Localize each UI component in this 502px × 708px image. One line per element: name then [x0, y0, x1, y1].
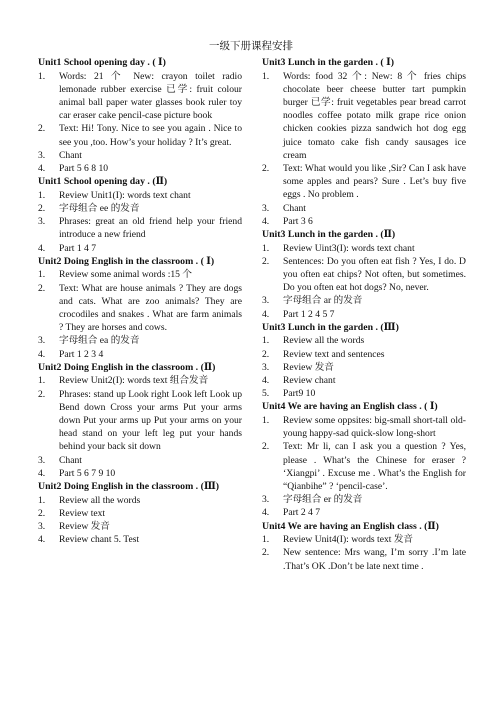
item-text: Review 发音	[283, 361, 334, 373]
item-text: 字母组合 ea 的发音	[59, 335, 140, 347]
list-item	[262, 361, 466, 374]
item-text: Review Unit2(I): words text 组合发音	[59, 375, 209, 387]
item-number: 1.	[38, 70, 46, 82]
item-number: 2.	[38, 282, 46, 294]
unit-heading: Unit4 We are having an English class . (Ⅱ)	[262, 520, 439, 532]
list-item	[38, 149, 242, 162]
item-text: Chant	[283, 202, 306, 214]
item-text: Review 发音	[59, 521, 110, 533]
item-text: Phrases: great an old friend help your friend introduce a new friend	[59, 216, 242, 241]
list-item	[262, 493, 466, 506]
item-number: 1.	[262, 242, 270, 254]
item-number: 2.	[38, 388, 46, 400]
unit-heading: Unit4 We are having an English class . ( Ⅰ)	[262, 401, 438, 413]
list-item	[262, 215, 466, 228]
item-number: 1.	[262, 335, 270, 347]
unit-section	[38, 175, 242, 255]
unit-heading: Unit3 Lunch in the garden . (Ⅱ)	[262, 229, 396, 241]
item-number: 3.	[38, 149, 46, 161]
item-number: 4.	[38, 467, 46, 479]
item-text: Part 3 6	[283, 215, 313, 227]
item-text: 字母组合 ee 的发音	[59, 203, 140, 215]
item-number: 2.	[262, 163, 270, 175]
unit-section	[262, 56, 466, 228]
list-item	[38, 533, 242, 546]
item-text: Review some animal words :15 个	[59, 269, 192, 281]
item-number: 4.	[38, 242, 46, 254]
item-text: Review text and sentences	[283, 348, 385, 360]
item-text: Words: 21 个 New: crayon toilet radio lemonade rubber exercise 已学: fruit colour animal ball paper water glasses book ruler toy car eraser cake pencil-case picture book	[59, 70, 242, 122]
item-number: 2.	[262, 441, 270, 453]
list-item	[262, 162, 466, 202]
item-number: 2.	[38, 123, 46, 135]
item-number: 2.	[262, 348, 270, 360]
list-item	[38, 334, 242, 347]
list-item	[38, 242, 242, 255]
item-number: 5.	[262, 388, 270, 400]
item-text: Words: food 32 个: New: 8 个 fries chips chocolate beer cheese butter tart pumpkin burger 已学: fruit vegetables pear bread carrot noodles coffee potato milk grape rice onion chicken cookies pizza sandwich hot dog egg juice tomato cake fish candy sausages ice cream	[283, 70, 466, 161]
item-number: 1.	[38, 375, 46, 387]
list-item	[38, 454, 242, 467]
list-item	[262, 506, 466, 519]
list-item	[38, 348, 242, 361]
item-text: Review all the words	[283, 335, 365, 347]
item-number: 3.	[38, 454, 46, 466]
unit-section	[262, 520, 466, 573]
item-number: 3.	[262, 202, 270, 214]
item-number: 4.	[38, 348, 46, 360]
item-text: Chant	[59, 149, 82, 161]
left-column	[38, 56, 242, 546]
item-number: 2.	[38, 507, 46, 519]
item-text: Text: What would you like ,Sir? Can I ask have some apples and pears? Sure . Let’s buy five eggs . No problem .	[283, 163, 466, 201]
item-number: 3.	[262, 361, 270, 373]
list-item	[38, 268, 242, 281]
item-text: Review chant 5. Test	[59, 534, 140, 546]
unit-section	[38, 56, 242, 175]
list-item	[262, 374, 466, 387]
item-number: 4.	[38, 534, 46, 546]
item-number: 4.	[262, 215, 270, 227]
list-item	[262, 70, 466, 162]
list-item	[262, 348, 466, 361]
item-text: Part 1 2 4 5 7	[283, 308, 335, 320]
item-number: 3.	[262, 295, 270, 307]
right-column	[262, 56, 466, 573]
item-number: 3.	[38, 335, 46, 347]
item-text: Review text	[59, 507, 106, 519]
item-text: 字母组合 er 的发音	[283, 494, 363, 506]
list-item	[262, 202, 466, 215]
item-number: 1.	[38, 269, 46, 281]
item-text: Part 1 2 3 4	[59, 348, 104, 360]
item-text: Phrases: stand up Look right Look left Look up Bend down Cross your arms Put your arms down Put your arms up Put your arms on your head stand on your left leg put your hands behind your back sit down	[59, 388, 242, 453]
unit-heading: Unit2 Doing English in the classroom . ( Ⅰ)	[38, 255, 215, 267]
item-text: Part 2 4 7	[283, 507, 321, 519]
item-text: Review Unit4(I): words text 发音	[283, 534, 414, 546]
item-number: 1.	[38, 189, 46, 201]
list-item	[262, 294, 466, 307]
unit-heading: Unit3 Lunch in the garden . (Ⅲ)	[262, 321, 399, 333]
list-item	[38, 467, 242, 480]
list-item	[262, 414, 466, 440]
item-number: 1.	[262, 415, 270, 427]
unit-section	[38, 255, 242, 361]
item-text: Part 1 4 7	[59, 242, 97, 254]
item-text: Sentences: Do you often eat fish ? Yes, I do. D you often eat chips? Not often, but sometimes. Do you often eat hot dogs? No, never.	[283, 255, 466, 294]
unit-heading: Unit2 Doing English in the classroom . (Ⅱ)	[38, 361, 216, 373]
list-item	[38, 388, 242, 454]
list-item	[38, 122, 242, 148]
unit-heading: Unit2 Doing English in the classroom . (Ⅲ)	[38, 481, 220, 493]
list-item	[38, 520, 242, 533]
item-text: Part 5 6 8 10	[59, 163, 109, 175]
list-item	[262, 533, 466, 546]
item-text: Review Uint3(I): words text chant	[283, 242, 415, 254]
unit-section	[262, 321, 466, 401]
item-number: 3.	[262, 494, 270, 506]
unit-section	[38, 361, 242, 480]
list-item	[262, 308, 466, 321]
list-item	[38, 189, 242, 202]
item-number: 2.	[262, 547, 270, 559]
unit-heading: Unit1 School opening day . ( Ⅰ)	[38, 57, 166, 68]
item-number: 1.	[262, 70, 270, 82]
list-item	[262, 440, 466, 493]
list-item	[262, 255, 466, 295]
item-text: Part9 10	[283, 388, 316, 400]
item-text: Review some oppsites: big-small short-tall old-young happy-sad quick-slow long-short	[283, 415, 466, 440]
page-title: 一级下册课程安排	[209, 41, 293, 52]
unit-section	[38, 480, 242, 546]
item-number: 4.	[38, 163, 46, 175]
list-item	[38, 494, 242, 507]
unit-heading: Unit1 School opening day . (Ⅱ)	[38, 176, 168, 188]
item-text: Review all the words	[59, 494, 141, 506]
item-number: 3.	[38, 521, 46, 533]
list-item	[38, 202, 242, 215]
list-item	[38, 282, 242, 335]
item-number: 1.	[262, 534, 270, 546]
item-number: 4.	[262, 375, 270, 387]
item-text: Chant	[59, 454, 82, 466]
item-text: Review Unit1(I): words text chant	[59, 189, 191, 201]
item-number: 3.	[38, 216, 46, 228]
unit-section	[262, 400, 466, 519]
item-text: Review chant	[283, 375, 336, 387]
item-number: 4.	[262, 507, 270, 519]
item-number: 1.	[38, 494, 46, 506]
item-text: Text: What are house animals ? They are dogs and cats. What are zoo animals? They are crocodiles and snakes . What are farm animals ? They are horses and cows.	[59, 282, 242, 334]
item-number: 2.	[262, 255, 270, 267]
unit-section	[262, 228, 466, 321]
list-item	[262, 546, 466, 572]
item-text: Text: Hi! Tony. Nice to see you again . Nice to see you ,too. How’s your holiday ? It’s great.	[59, 123, 242, 148]
item-text: Part 5 6 7 9 10	[59, 467, 116, 479]
list-item	[38, 70, 242, 123]
list-item	[262, 242, 466, 255]
list-item	[38, 215, 242, 241]
unit-heading: Unit3 Lunch in the garden . ( Ⅰ)	[262, 57, 394, 68]
item-number: 2.	[38, 203, 46, 215]
item-number: 4.	[262, 308, 270, 320]
list-item	[38, 507, 242, 520]
item-text: 字母组合 ar 的发音	[283, 295, 363, 307]
list-item	[262, 387, 466, 400]
item-text: Text: Mr li, can I ask you a question ? Yes, please . What’s the Chinese for eraser ? ‘Xiangpi’ . Excuse me . What’s the English for “Qianbihe” ? ‘pencil-case’.	[283, 441, 466, 493]
list-item	[38, 374, 242, 387]
list-item	[262, 334, 466, 347]
item-text: New sentence: Mrs wang, I’m sorry .I’m late .That’s OK .Don’t be late next time .	[283, 547, 466, 572]
list-item	[38, 162, 242, 175]
